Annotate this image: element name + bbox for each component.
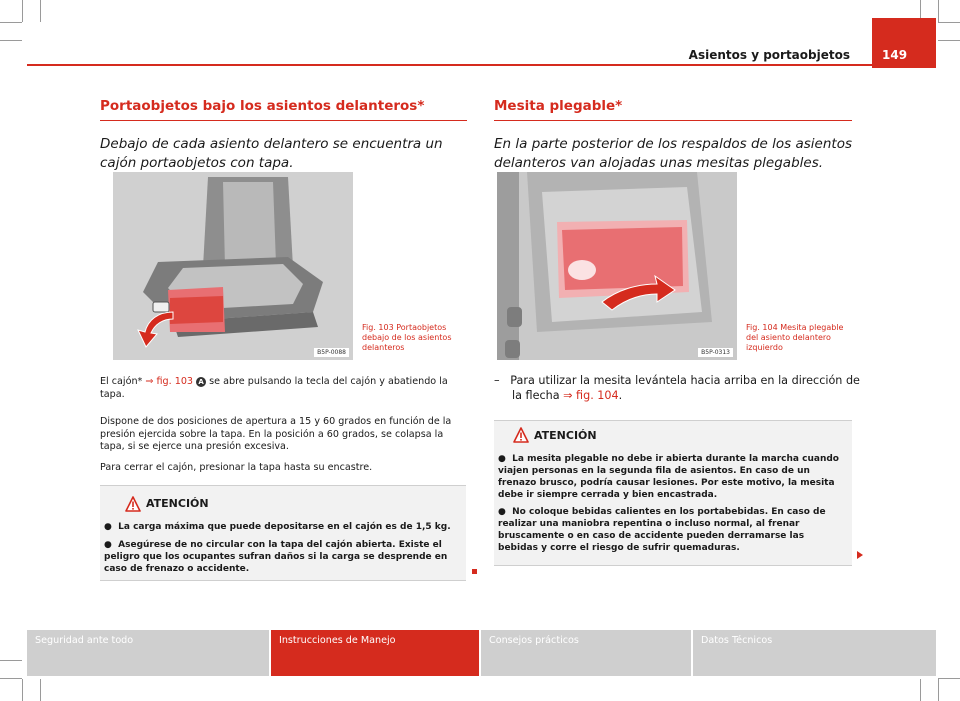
crop-mark — [938, 40, 960, 41]
figure-caption — [362, 323, 462, 353]
crop-mark — [22, 679, 23, 701]
crop-mark — [40, 0, 41, 22]
footer-tab-consejos[interactable]: Consejos prácticos — [481, 630, 691, 676]
figure-seat-storage — [113, 172, 353, 360]
section-intro: En la parte posterior de los respaldos de los asientos delanteros van alojadas unas mesitas plegables. — [494, 136, 852, 171]
body-paragraph: Para cerrar el cajón, presionar la tapa hasta su encastre. — [100, 462, 373, 473]
footer-tab-datos[interactable]: Datos Técnicos — [693, 630, 936, 676]
figure-code: B5P-0313 — [698, 348, 733, 357]
body-paragraph: El cajón* ⇒ fig. 103 A se abre pulsando la tecla del cajón y abatiendo la tapa. — [100, 376, 448, 400]
crop-mark — [22, 0, 23, 22]
callout-badge: A — [196, 377, 206, 387]
warning-item: ● La mesita plegable no debe ir abierta durante la marcha cuando viajen personas en la segunda fila de asientos. En caso de un frenazo brusco, podría causar lesiones. Por este motivo, la mesita debe ir siempre cerrada y bien encastrada. — [498, 454, 839, 500]
right-column — [494, 98, 852, 173]
crop-mark — [938, 678, 960, 679]
figure-link[interactable]: ⇒ fig. 104 — [563, 388, 619, 402]
crop-mark — [938, 22, 960, 23]
caption-text: del asiento delantero izquierdo — [746, 333, 831, 352]
body-paragraph: Dispone de dos posiciones de apertura a 15 y 60 grados en función de la presión ejercida sobre la tapa. En la posición a 60 grados, se colapsa la tapa, si se ejerce una presión excesiva. — [100, 416, 452, 452]
caption-title: Fig. 103 Portaobjetos — [362, 323, 447, 332]
left-column — [100, 98, 467, 173]
heading-rule — [100, 120, 467, 121]
table-illustration — [497, 172, 737, 360]
caption-title: Fig. 104 Mesita plegable — [746, 323, 844, 332]
footer-tab-seguridad[interactable]: Seguridad ante todo — [27, 630, 269, 676]
warning-item: ● La carga máxima que puede depositarse en el cajón es de 1,5 kg. — [104, 522, 451, 532]
warning-icon — [125, 496, 141, 512]
figure-folding-table — [497, 172, 737, 360]
section-end-marker — [472, 569, 477, 574]
running-header-title: Asientos y portaobjetos — [688, 48, 850, 62]
crop-mark — [0, 678, 22, 679]
crop-mark — [40, 679, 41, 701]
crop-mark — [920, 679, 921, 701]
crop-mark — [0, 660, 22, 661]
figure-code: B5P-0088 — [314, 348, 349, 357]
warning-item: ● No coloque bebidas calientes en los portabebidas. En caso de realizar una maniobra repentina o incluso normal, al frenar bruscamente o en caso de accidente pueden derramarse las bebidas y corre el riesgo de sufrir quemaduras. — [498, 507, 826, 553]
continue-arrow-icon — [855, 550, 865, 560]
crop-mark — [0, 22, 22, 23]
warning-item: ● Asegúrese de no circular con la tapa del cajón abierta. Existe el peligro que los ocupantes sufran daños si la carga se desprende en caso de frenazo o accidente. — [104, 540, 448, 574]
header-rule — [27, 64, 872, 66]
section-intro: Debajo de cada asiento delantero se encuentra un cajón portaobjetos con tapa. — [100, 136, 443, 171]
warning-title: ATENCIÓN — [534, 429, 597, 442]
figure-link[interactable]: ⇒ fig. 103 — [145, 376, 194, 387]
section-heading: Portaobjetos bajo los asientos delanteros* — [100, 98, 425, 114]
warning-title: ATENCIÓN — [146, 497, 209, 510]
crop-mark — [938, 0, 939, 22]
figure-caption — [746, 323, 852, 353]
crop-mark — [938, 679, 939, 701]
page-number: 149 — [872, 18, 936, 68]
warning-icon — [513, 427, 529, 443]
crop-mark — [0, 40, 22, 41]
instruction-step: – Para utilizar la mesita levántela hacia arriba en la dirección de la flecha ⇒ fig. 104. — [494, 374, 860, 402]
caption-text: debajo de los asientos delanteros — [362, 333, 452, 352]
section-heading: Mesita plegable* — [494, 98, 623, 114]
footer-tab-instrucciones[interactable]: Instrucciones de Manejo — [271, 630, 479, 676]
heading-rule — [494, 120, 852, 121]
seat-illustration — [113, 172, 353, 360]
